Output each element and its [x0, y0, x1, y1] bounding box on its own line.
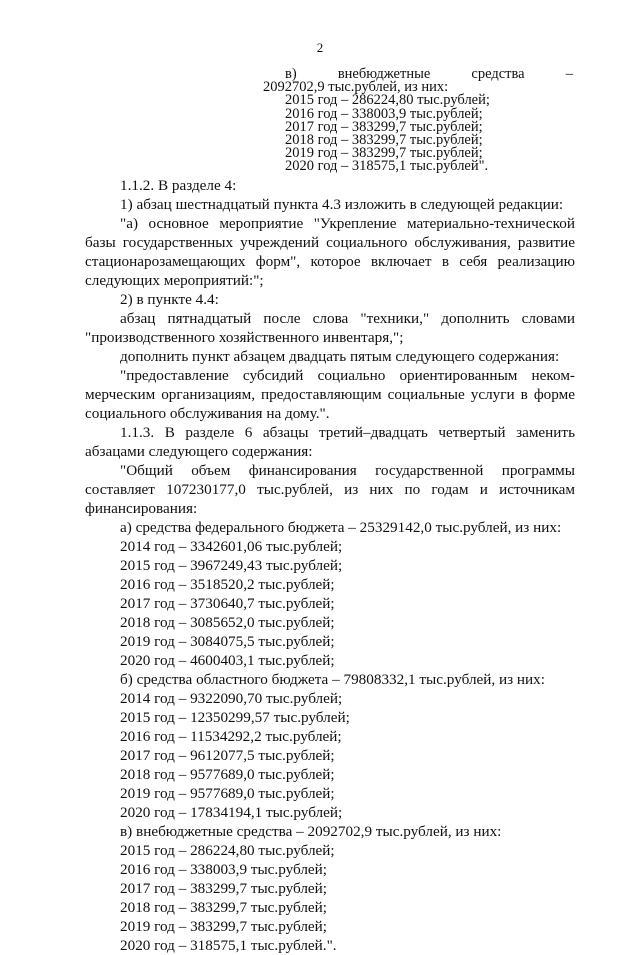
- funding-year-line: 2015 год – 12350299,57 тыс.рублей;: [120, 709, 350, 726]
- page-number: 2: [316, 40, 324, 55]
- top-year-line: 2017 год – 383299,7 тыс.рублей;: [285, 118, 483, 135]
- top-year-line: 2016 год – 338003,9 тыс.рублей;: [285, 105, 483, 122]
- paragraph: "Общий объем финансирования государственной программы составляет 107230177,0 тыс.рублей, из них по годам и источникам финансирования:: [85, 462, 575, 517]
- funding-year-line: 2014 год – 3342601,06 тыс.рублей;: [120, 538, 343, 555]
- paragraph: 2) в пункте 4.4:: [120, 291, 219, 308]
- funding-year-line: 2015 год – 286224,80 тыс.рублей;: [120, 842, 335, 859]
- paragraph: "а) основное мероприятие "Укрепление материально-технической базы государственных учреждений социального обслуживания, развитие стационарозамещающих форм", которое включает в себя реализацию следующих мероприятий:";: [85, 215, 575, 289]
- funding-year-line: 2017 год – 3730640,7 тыс.рублей;: [120, 595, 335, 612]
- funding-year-line: 2016 год – 338003,9 тыс.рублей;: [120, 861, 328, 878]
- top-item-word2: средства: [471, 66, 525, 82]
- funding-year-line: 2017 год – 9612077,5 тыс.рублей;: [120, 747, 335, 764]
- funding-year-line: 2019 год – 9577689,0 тыс.рублей;: [120, 785, 335, 802]
- funding-year-line: 2019 год – 3084075,5 тыс.рублей;: [120, 633, 335, 650]
- funding-year-line: 2020 год – 318575,1 тыс.рублей.".: [120, 937, 337, 954]
- paragraph: абзац пятнадцатый после слова "техники," дополнить словами "производственного хозяйственного инвентаря,";: [85, 310, 575, 346]
- paragraph: "предоставление субсидий социально ориентированным неком-мерческим организациям, предоставляющим социальные услуги в форме социального обслуживания на дому.".: [85, 367, 575, 422]
- paragraph: дополнить пункт абзацем двадцать пятым следующего содержания:: [120, 348, 560, 365]
- top-item-word1: внебюджетные: [337, 66, 431, 82]
- document-body: [85, 176, 575, 955]
- funding-year-line: 2017 год – 383299,7 тыс.рублей;: [120, 880, 328, 897]
- top-item-letter: в): [285, 66, 297, 82]
- top-item-dash: –: [565, 66, 573, 82]
- funding-year-line: 2018 год – 383299,7 тыс.рублей;: [120, 899, 328, 916]
- top-year-line: 2015 год – 286224,80 тыс.рублей;: [285, 92, 490, 109]
- funding-year-line: 2020 год – 4600403,1 тыс.рублей;: [120, 652, 335, 669]
- top-year-line: 2018 год – 383299,7 тыс.рублей;: [285, 132, 483, 149]
- section-heading: 1.1.2. В разделе 4:: [120, 177, 237, 194]
- funding-heading-extrabudgetary: в) внебюджетные средства – 2092702,9 тыс.рублей, из них:: [120, 823, 502, 840]
- funding-year-line: 2016 год – 11534292,2 тыс.рублей;: [120, 728, 342, 745]
- funding-year-line: 2020 год – 17834194,1 тыс.рублей;: [120, 804, 343, 821]
- funding-heading-federal: а) средства федерального бюджета – 25329142,0 тыс.рублей, из них:: [120, 519, 562, 536]
- top-year-line: 2020 год – 318575,1 тыс.рублей".: [285, 158, 489, 175]
- funding-year-line: 2015 год – 3967249,43 тыс.рублей;: [120, 557, 343, 574]
- paragraph: 1) абзац шестнадцатый пункта 4.3 изложить в следующей редакции:: [120, 196, 564, 213]
- funding-year-line: 2016 год – 3518520,2 тыс.рублей;: [120, 576, 335, 593]
- top-year-line: 2019 год – 383299,7 тыс.рублей;: [285, 145, 483, 162]
- funding-year-line: 2018 год – 3085652,0 тыс.рублей;: [120, 614, 335, 631]
- section-heading: 1.1.3. В разделе 6 абзацы третий–двадцать четвертый заменить абзацами следующего содержания:: [85, 424, 575, 460]
- top-continuation-block: [263, 68, 573, 174]
- funding-year-line: 2018 год – 9577689,0 тыс.рублей;: [120, 766, 335, 783]
- funding-heading-regional: б) средства областного бюджета – 79808332,1 тыс.рублей, из них:: [120, 671, 545, 688]
- funding-year-line: 2019 год – 383299,7 тыс.рублей;: [120, 918, 328, 935]
- funding-year-line: 2014 год – 9322090,70 тыс.рублей;: [120, 690, 343, 707]
- top-item-continuation: 2092702,9 тыс.рублей, из них:: [263, 79, 449, 96]
